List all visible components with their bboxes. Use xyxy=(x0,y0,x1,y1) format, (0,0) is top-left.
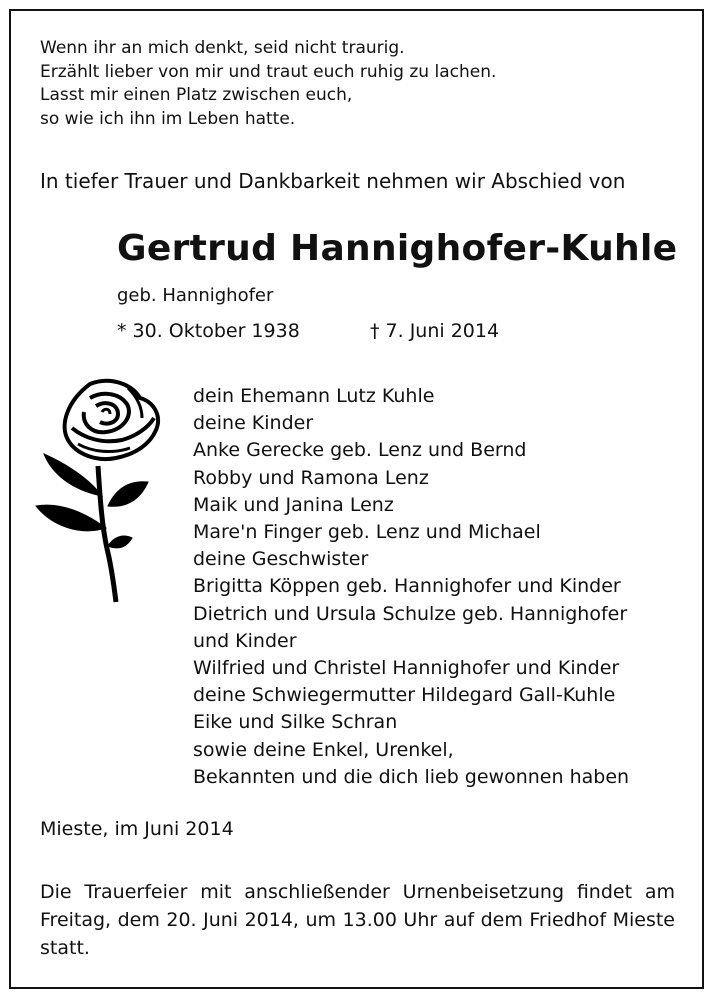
poem xyxy=(40,37,496,131)
list-item: und Kinder xyxy=(193,629,297,652)
intro-text: In tiefer Trauer und Dankbarkeit nehmen wir Abschied von xyxy=(40,169,626,193)
list-item: deine Geschwister xyxy=(193,548,369,571)
funeral-service-info: Die Trauerfeier mit anschließender Urnenbeisetzung findet am Freitag, dem 20. Juni 2014, um 13.00 Uhr auf dem Friedhof Mieste statt. xyxy=(40,881,675,959)
list-item: Eike und Silke Schran xyxy=(193,711,398,734)
list-item: sowie deine Enkel, Urenkel, xyxy=(193,738,454,761)
poem-line: Erzählt lieber von mir und traut euch ruhig zu lachen. xyxy=(40,61,497,82)
list-item: Brigitta Köppen geb. Hannighofer und Kinder xyxy=(193,575,621,598)
list-item: deine Schwiegermutter Hildegard Gall-Kuhle xyxy=(193,684,616,707)
list-item: dein Ehemann Lutz Kuhle xyxy=(193,385,435,407)
list-item: deine Kinder xyxy=(193,412,314,435)
poem-line: Wenn ihr an mich denkt, seid nicht traurig. xyxy=(40,38,405,58)
birth-date: * 30. Oktober 1938 xyxy=(117,320,300,342)
list-item: Anke Gerecke geb. Lenz und Bernd xyxy=(193,439,527,462)
list-item: Maik und Janina Lenz xyxy=(193,493,394,516)
rose-icon xyxy=(32,378,172,606)
list-item: Bekannten und die dich lieb gewonnen haben xyxy=(193,765,630,788)
birth-name: geb. Hannighofer xyxy=(117,285,274,306)
poem-line: so wie ich ihn im Leben hatte. xyxy=(40,108,296,129)
mourners-list xyxy=(193,383,629,791)
death-date: † 7. Juni 2014 xyxy=(370,320,500,342)
list-item: Mare'n Finger geb. Lenz und Michael xyxy=(193,521,541,544)
list-item: Wilfried und Christel Hannighofer und Kinder xyxy=(193,657,620,680)
place-date: Mieste, im Juni 2014 xyxy=(40,818,234,840)
list-item: Dietrich und Ursula Schulze geb. Hannighofer xyxy=(193,602,628,625)
list-item: Robby und Ramona Lenz xyxy=(193,466,429,489)
deceased-name: Gertrud Hannighofer-Kuhle xyxy=(117,228,678,269)
poem-line: Lasst mir einen Platz zwischen euch, xyxy=(40,85,353,105)
